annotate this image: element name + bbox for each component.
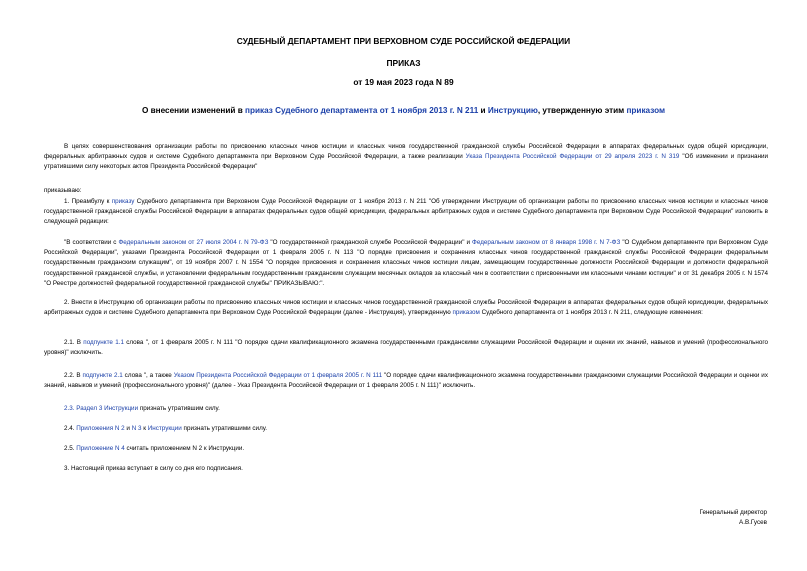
paragraph-text: признать утратившими силу. [181, 425, 268, 432]
link-appendix-2[interactable]: Приложения N 2 [76, 425, 125, 432]
link-instruction[interactable]: Инструкции [147, 425, 182, 432]
title-text: , утвержденную этим [537, 106, 627, 115]
paragraph-text: считать приложением N 2 к Инструкции. [124, 445, 245, 452]
paragraph-text: 2.1. В [64, 339, 84, 346]
title-text: О внесении изменений в [141, 106, 246, 115]
paragraph-text: Судебного департамента при Верховном Суде Российской Федерации от 1 ноября 2013 г. N 211 "Об утверждении Инструкции об организации работы по присвоению классных чинов юстиции и классных чинов государственной гражданской службы Российской Федерации в аппаратах федеральных судов общей юрисдикции, федеральных арбитражных судов и системе Судебного департамента при Верховном Суде Российской Федерации" изложить в следующей редакции: [44, 198, 768, 226]
link-subparagraph-2-1[interactable]: подпункте 2.1 [82, 372, 123, 379]
link-instruction[interactable]: Инструкцию [487, 106, 538, 115]
paragraph-text: В целях совершенствования организации работы по присвоению классных чинов юстиции и классных чинов государственной гражданской службы Российской Федерации в аппаратах федеральных судов общей юрисдикции, федеральных арбитражных судов и системе Судебного департамента при Верховном Суде Российской Федерации, а также реализации [44, 143, 768, 161]
paragraph-text: признать утратившим силу. [138, 405, 220, 412]
paragraph-text: Судебного департамента от 1 ноября 2013 г. N 211, следующие изменения: [479, 309, 703, 317]
document-title [0, 106, 807, 116]
item-2-5-paragraph [44, 444, 768, 454]
item-3-paragraph: 3. Настоящий приказ вступает в силу со дня его подписания. [64, 465, 243, 472]
paragraph-text: 2. Внести в Инструкцию об организации работы по присвоению классных чинов юстиции и классных чинов государственной гражданской службы Российской Федерации в аппаратах федеральных судов общей юрисдикции, федеральных арбитражных судов и системе Судебного департамента при Верховном Суде Российской Федерации (далее - Инструкция), утвержденную [44, 299, 768, 317]
paragraph-text: слова ", от 1 февраля 2005 г. N 111 "О порядке сдачи квалификационного экзамена государственными гражданскими служащими Российской Федерации и оценки их знаний, навыков и умений (профессионального уровня)" исключить. [44, 339, 768, 357]
link-order[interactable]: приказом [452, 309, 480, 317]
link-order-211[interactable]: приказ Судебного департамента от 1 ноября 2013 г. N 211 [245, 106, 479, 115]
item-1-paragraph [44, 197, 768, 228]
item-2-4-paragraph [44, 424, 768, 434]
quoted-preamble-paragraph [44, 238, 768, 289]
link-subparagraph-1-1[interactable]: подпункте 1.1 [83, 339, 124, 346]
title-text: и [478, 106, 488, 115]
link-appendix-3[interactable]: N 3 [131, 425, 142, 432]
link-instruction[interactable]: Инструкции [104, 405, 139, 412]
issuing-organization: СУДЕБНЫЙ ДЕПАРТАМЕНТ ПРИ ВЕРХОВНОМ СУДЕ РОССИЙСКОЙ ФЕДЕРАЦИИ [236, 36, 571, 46]
item-2-paragraph [44, 298, 768, 318]
paragraph-text: и [124, 425, 132, 432]
paragraph-text: "О порядке сдачи квалификационного экзамена государственными гражданскими служащими Российской Федерации и оценки их знаний, навыков и умений (профессионального уровня)" (далее - Указ Президента Российской Федерации от 1 февраля 2005 г. N 111)" исключить. [44, 372, 768, 390]
paragraph-text: "Об изменении и признании утратившими силу некоторых актов Президента Российской Федерации" [44, 153, 769, 171]
link-order[interactable]: приказу [111, 198, 135, 205]
paragraph-text: "О Судебном департаменте при Верховном Суде Российской Федерации", указами Президента Российской Федерации от 1 февраля 2005 г. N 113 "О порядке присвоения и сохранения классных чинов государственной гражданской службы Российской Федерации федеральным государственным гражданским служащим", от 19 ноября 2007 г. N 1554 "О порядке присвоения и сохранения классных чинов юстиции лицам, замещающим государственные должности Российской Федерации и должности федеральной государственной гражданской службы, и установлении федеральным государственным гражданским служащим месячных окладов за классный чин в соответствии с присвоенными им классными чинами юстиции" и от 31 декабря 2005 г. N 1574 "О Реестре должностей федеральной государственной гражданской службы" ПРИКАЗЫВАЮ:". [44, 239, 768, 287]
item-2-2-paragraph [44, 371, 768, 391]
document-date-number: от 19 мая 2023 года N 89 [353, 77, 454, 87]
link-federal-law-79fz[interactable]: Федеральным законом от 27 июля 2004 г. N 79-ФЗ [118, 239, 269, 246]
preamble-paragraph [44, 142, 768, 173]
link-federal-law-7fz[interactable]: Федеральным законом от 8 января 1998 г. N 7-ФЗ [472, 239, 621, 246]
paragraph-text: 1. Преамбулу к [64, 198, 112, 205]
item-2-3-paragraph [44, 404, 768, 414]
signatory-name: А.В.Гусев [739, 519, 767, 526]
link-appendix-4[interactable]: Приложение N 4 [76, 445, 125, 452]
paragraph-text: "О государственной гражданской службе Российской Федерации" и [268, 239, 473, 246]
link-section-3[interactable]: 2.3. Раздел 3 [64, 405, 103, 412]
paragraph-text: "В соответствии с [64, 239, 119, 246]
link-decree-111[interactable]: Указом Президента Российской Федерации от 1 февраля 2005 г. N 111 [173, 372, 383, 379]
order-word: приказываю: [44, 187, 82, 194]
link-decree-319[interactable]: Указа Президента Российской Федерации от 29 апреля 2023 г. N 319 [465, 153, 680, 161]
item-2-1-paragraph [44, 338, 768, 358]
link-order[interactable]: приказом [626, 106, 666, 115]
signatory-position: Генеральный директор [699, 509, 767, 516]
document-type: ПРИКАЗ [386, 58, 421, 68]
paragraph-text: слова ", а также [122, 372, 174, 379]
paragraph-text: 2.5. [64, 445, 77, 452]
paragraph-text: 2.2. В [64, 372, 83, 379]
paragraph-text: к [141, 425, 148, 432]
paragraph-text: 2.4. [64, 425, 77, 432]
